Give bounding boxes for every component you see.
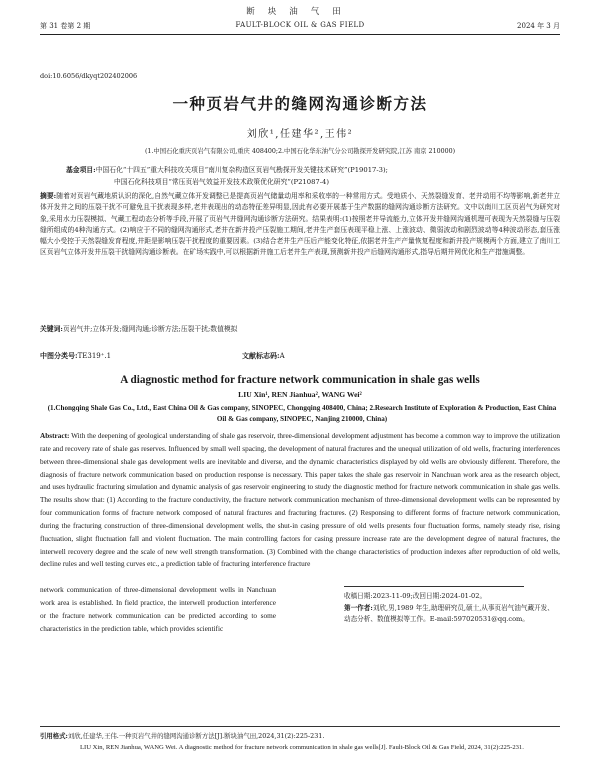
abstract-cn-text: 随着对页岩气藏地质认识的深化,自然气藏立体开发调整已是提高页岩气储量动用率和采收率的一种常用方式。受地质小、天然裂缝发育、老井动用不均等影响,新老井立体开发井之间的压裂干扰不可避免且干扰表现多样,老井表现出的动态特征差异明显,因此有必要开展基于生产数据的缝网沟通诊断方法研究。文中以南川工区页岩气为研究对象,采用水力压裂模拟、气藏工程动态分析等手段,开展了页岩气井缝网沟通诊断方法研究。结果表明:(1)按照老井导流能力,立体开发井缝网沟通机理可表现为天然裂缝与压裂缝所组成的4种沟通方式。(2)响应于不同的缝网沟通形式,老井在新井投产压裂施工期间,老井生产套压表现平稳上涨、上涨波动、微弱波动和剧烈波动等4种波动形态,套压涨幅大小受控于天然裂缝发育程度,井距是影响压裂干扰程度的重要因素。(3)结合老井生产压后产能变化特征,依据老井生产产量恢复程度和新井投产规模两个方面,建立了南川工区页岩气立体开发井压裂干扰缝网沟通诊断表。在矿场实践中,可以根据新井施工后老井生产表现,预测新井投产后缝网沟通形式,指导后期井网优化和生产措施调整。 bbox=[40, 192, 560, 257]
abstract-en-text: With the deepening of geological understanding of shale gas reservoir, three-dimensional development adjustment has become a common way to improve the utilization rate and recovery rate of shale gas reserves. Influenced by small well spacing, the development of natural fractures and the unequal utilization of old wells, fracturing interferences between three-dimensional shale gas development wells are inevitable and diverse, and the dynamic characteristics displayed by old wells are obviously different. Therefore, the diagnosis of fracture network communication based on production response is necessary. This paper takes the shale gas reservoir in Nanchuan work area as the research object, and uses hydraulic fracturing simulation and dynamic analysis of gas reservoir engineering to study the diagnostic method for fracture network communication in shale gas wells. The results show that: (1) According to the fracture conductivity, the fracture network communication mechanism of three-dimensional development wells can be represented by four communication forms of fracture network composed of natural fractures and fracturing fractures. (2) Responsing to different forms of fracture network communication, during the fracturing construction of three-dimensional development wells, the shut-in casing pressure of old wells presents four fluctuation forms, namely steady rise, rising fluctuation, slight fluctuation fall and violent fluctuation. The main controlling factors for casing pressure increase rate are the development degree of natural fractures, the interwell recovery degree and the scale of new well strength transformation. (3) Combined with the change characteristics of production indexes after reproduction of old wells, decline rules and well testing curves etc., a prediction table of fracturing interference fracture bbox=[40, 432, 560, 569]
keywords-cn bbox=[40, 323, 560, 333]
citation-label: 引用格式: bbox=[40, 732, 68, 740]
affiliation-en: (1.Chongqing Shale Gas Co., Ltd., East China Oil & Gas company, SINOPEC, Chongqing 408400, China; 2.Research Institute of Exploration & Production, East China Oil & Gas company, SINOPEC, Nanjing 210000, China) bbox=[47, 404, 557, 423]
fund-label: 基金项目: bbox=[66, 166, 96, 174]
abstract-cn-label: 摘要: bbox=[40, 192, 57, 200]
clc-label: 中图分类号: bbox=[40, 351, 78, 360]
keywords-cn-text: 页岩气井;立体开发;缝网沟通;诊断方法;压裂干扰;数值模拟 bbox=[62, 325, 238, 333]
journal-name-en: FAULT-BLOCK OIL & GAS FIELD bbox=[235, 21, 365, 29]
abstract-en-label: Abstract: bbox=[40, 432, 70, 440]
doi[interactable]: doi:10.6056/dkyqt202402006 bbox=[40, 72, 138, 80]
keywords-cn-label: 关键词: bbox=[40, 325, 63, 333]
authors-cn: 刘欣¹,任建华²,王伟² bbox=[246, 129, 354, 140]
fund-line-1: 中国石化“十四五”重大科技攻关项目“南川复杂构造区页岩气勘探开发关键技术研究”(P19017-3); bbox=[95, 166, 388, 174]
doc-code-value: A bbox=[279, 352, 285, 360]
received-info bbox=[344, 585, 560, 626]
citation-format bbox=[40, 731, 560, 753]
clc-number bbox=[40, 351, 111, 361]
document-code bbox=[242, 351, 285, 361]
issue-date: 2024 年 3 月 bbox=[517, 22, 560, 30]
journal-name-cn: 断块油气田 bbox=[246, 7, 354, 17]
first-author-label: 第一作者: bbox=[344, 603, 373, 612]
paper-title-en: A diagnostic method for fracture network communication in shale gas wells bbox=[120, 374, 480, 386]
abstract-cn bbox=[40, 191, 560, 259]
citation-rule bbox=[40, 726, 560, 727]
clc-value: TE319⁺.1 bbox=[77, 352, 112, 360]
affiliation-cn: (1.中国石化重庆页岩气有限公司,重庆 408400;2.中国石化华东油气分公司勘探开发研究院,江苏 南京 210000) bbox=[144, 148, 456, 155]
received-rule bbox=[344, 586, 524, 587]
doc-code-label: 文献标志码: bbox=[242, 351, 280, 360]
received-dates: 收稿日期:2023-11-09;改回日期:2024-01-02。 bbox=[344, 592, 487, 600]
running-header bbox=[40, 21, 560, 33]
citation-en: LIU Xin, REN Jianhua, WANG Wei. A diagnostic method for fracture network communication in shale gas wells[J]. Fault-Block Oil & Gas Field, 2024, 31(2):225-231. bbox=[80, 744, 524, 751]
fund-line-2: 中国石化科技项目“常压页岩气效益开发技术政策优化研究”(P21087-4) bbox=[114, 178, 329, 186]
abstract-en-continued: network communication of three-dimensional development wells in Nanchuan work area is established. In field practice, the interwell production interference or the fracture network communication can be predicted according to some characteristics in the prediction table, which provides scientific bbox=[40, 586, 276, 633]
citation-cn: 刘欣,任建华,王伟.一种页岩气井的缝网沟通诊断方法[J].断块油气田,2024,31(2):225-231. bbox=[67, 732, 325, 740]
abstract-en bbox=[40, 430, 560, 571]
paper-title-cn: 一种页岩气井的缝网沟通诊断方法 bbox=[172, 94, 428, 113]
authors-en: LIU Xin¹, REN Jianhua², WANG Wei² bbox=[238, 390, 362, 399]
header-rule bbox=[40, 34, 560, 35]
fund-info bbox=[66, 164, 542, 188]
volume-issue: 第 31 卷第 2 期 bbox=[40, 22, 91, 30]
first-author-info bbox=[344, 603, 560, 626]
first-author-text: 刘欣,男,1989 年生,助理研究员,硕士,从事页岩气油气藏开发、动态分析、数值模拟等工作。E-mail:597020531@qq.com。 bbox=[344, 603, 554, 623]
